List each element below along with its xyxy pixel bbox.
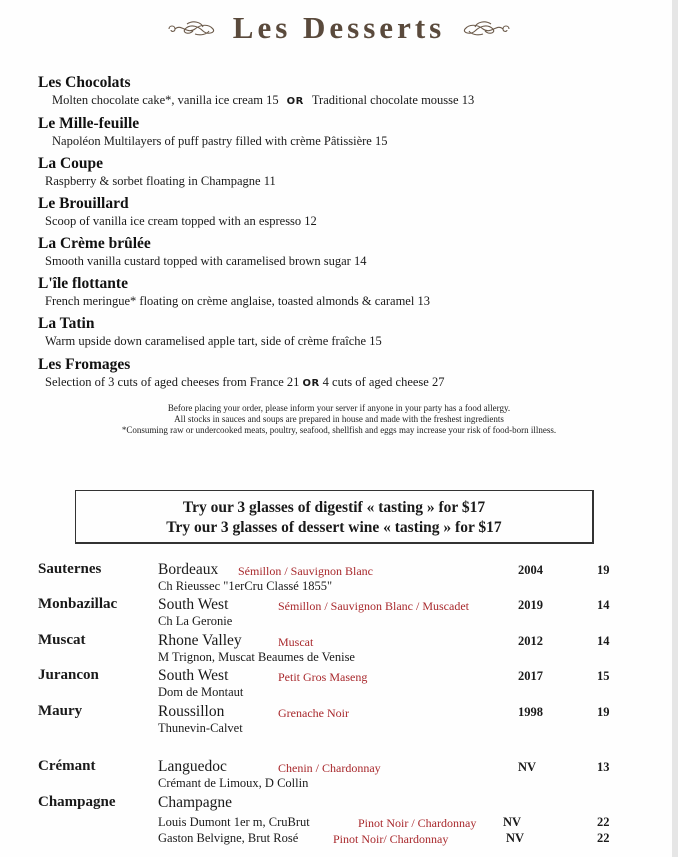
wine-year: 1998	[518, 705, 543, 719]
dessert-item	[38, 356, 444, 392]
wine-type: Maury	[38, 703, 83, 719]
dessert-description: Smooth vanilla custard topped with caramelised brown sugar 14	[45, 254, 367, 268]
wine-producer: Ch La Geronie	[158, 614, 233, 628]
dessert-name: La Coupe	[38, 155, 104, 172]
wine-year: 2017	[518, 669, 543, 683]
wine-producer: Ch Rieussec "1erCru Classé 1855"	[158, 579, 333, 593]
note-line: Before placing your order, please inform your server if anyone in your party has a food allergy.	[167, 403, 511, 413]
wine-grape: Chenin / Chardonnay	[278, 761, 381, 775]
allergy-notes	[0, 403, 678, 436]
wine-price: 15	[597, 669, 610, 683]
wine-grape: Sémillon / Sauvignon Blanc	[238, 564, 373, 578]
wine-year: NV	[506, 831, 525, 845]
dessert-name: Le Mille-feuille	[38, 115, 140, 132]
wine-region: Rhone Valley	[158, 632, 242, 649]
dessert-name: L'île flottante	[38, 275, 128, 292]
dessert-name: La Tatin	[38, 315, 95, 332]
dessert-description: French meringue* floating on crème anglaise, toasted almonds & caramel 13	[45, 294, 430, 308]
wine-region: Bordeaux	[158, 561, 219, 578]
tasting-offer-line: Try our 3 glasses of dessert wine « tasting » for $17	[166, 519, 502, 536]
wine-type: Monbazillac	[38, 596, 118, 612]
wine-year: 2019	[518, 598, 543, 612]
wine-region: Roussillon	[158, 703, 225, 720]
dessert-name: Le Brouillard	[38, 195, 129, 212]
dessert-name: Les Fromages	[38, 356, 131, 373]
dessert-item	[38, 74, 474, 110]
dessert-option-b: Traditional chocolate mousse 13	[311, 93, 475, 107]
wine-type: Sauternes	[38, 561, 102, 577]
wine-grape: Muscat	[278, 635, 314, 649]
wine-region: Champagne	[158, 794, 233, 811]
wine-region: South West	[158, 596, 229, 613]
dessert-description: Raspberry & sorbet floating in Champagne 11	[45, 174, 276, 188]
tasting-offer-box	[75, 490, 594, 544]
wine-type: Jurancon	[38, 667, 99, 683]
dessert-option-a: Molten chocolate cake*, vanilla ice cream 15	[52, 93, 279, 107]
or-separator: OR	[286, 96, 304, 107]
flourish-right-icon	[459, 18, 513, 38]
wine-producer: Gaston Belvigne, Brut Rosé	[158, 831, 299, 845]
title-row	[0, 10, 678, 54]
dessert-description: Napoléon Multilayers of puff pastry filled with crème Pâtissière 15	[52, 134, 388, 148]
wine-year: NV	[503, 815, 522, 829]
wine-producer: Crémant de Limoux, D Collin	[158, 776, 309, 790]
wine-region: South West	[158, 667, 229, 684]
wine-price: 13	[597, 760, 610, 774]
wine-price: 19	[597, 705, 610, 719]
wine-grape: Grenache Noir	[278, 706, 349, 720]
wine-grape: Petit Gros Maseng	[278, 670, 368, 684]
scrollbar[interactable]	[672, 0, 678, 857]
dessert-item	[38, 315, 382, 349]
wine-type: Muscat	[38, 632, 86, 648]
dessert-description	[52, 92, 474, 110]
wine-price: 22	[597, 815, 610, 829]
wine-producer: M Trignon, Muscat Beaumes de Venise	[158, 650, 355, 664]
tasting-offer-line: Try our 3 glasses of digestif « tasting » for $17	[182, 499, 486, 516]
dessert-description: Warm upside down caramelised apple tart, side of crème fraîche 15	[45, 334, 382, 348]
wine-producer: Dom de Montaut	[158, 685, 244, 699]
dessert-item	[38, 155, 276, 189]
dessert-description: Scoop of vanilla ice cream topped with an espresso 12	[45, 214, 317, 228]
note-line: All stocks in sauces and soups are prepared in house and made with the freshest ingredients	[174, 414, 504, 424]
note-line: *Consuming raw or undercooked meats, poultry, seafood, shellfish and eggs may increase your risk of food-born illness.	[121, 425, 557, 435]
wine-year: 2012	[518, 634, 543, 648]
wine-grape: Pinot Noir/ Chardonnay	[333, 832, 449, 846]
wine-producer: Louis Dumont 1er m, CruBrut	[158, 815, 310, 829]
flourish-left-icon	[165, 18, 219, 38]
dessert-description	[45, 374, 444, 392]
wine-type: Champagne	[38, 794, 116, 810]
dessert-item	[38, 235, 366, 269]
wine-year: NV	[518, 760, 537, 774]
wine-producer: Thunevin-Calvet	[158, 721, 243, 735]
wine-price: 22	[597, 831, 610, 845]
wine-price: 14	[597, 634, 610, 648]
or-separator: OR	[302, 378, 320, 389]
wine-type: Crémant	[38, 758, 96, 774]
wine-price: 14	[597, 598, 610, 612]
dessert-name: Les Chocolats	[38, 74, 131, 91]
dessert-option-b: 4 cuts of aged cheese 27	[322, 375, 445, 389]
wine-region: Languedoc	[158, 758, 227, 775]
wine-grape: Sémillon / Sauvignon Blanc / Muscadet	[278, 599, 469, 613]
page-title: Les Desserts	[232, 10, 446, 45]
dessert-item	[38, 115, 387, 149]
dessert-item	[38, 195, 317, 229]
dessert-name: La Crème brûlée	[38, 235, 151, 252]
wine-year: 2004	[518, 563, 543, 577]
dessert-option-a: Selection of 3 cuts of aged cheeses from France 21	[45, 375, 300, 389]
wine-grape: Pinot Noir / Chardonnay	[358, 816, 477, 830]
dessert-item	[38, 275, 430, 309]
wine-price: 19	[597, 563, 610, 577]
